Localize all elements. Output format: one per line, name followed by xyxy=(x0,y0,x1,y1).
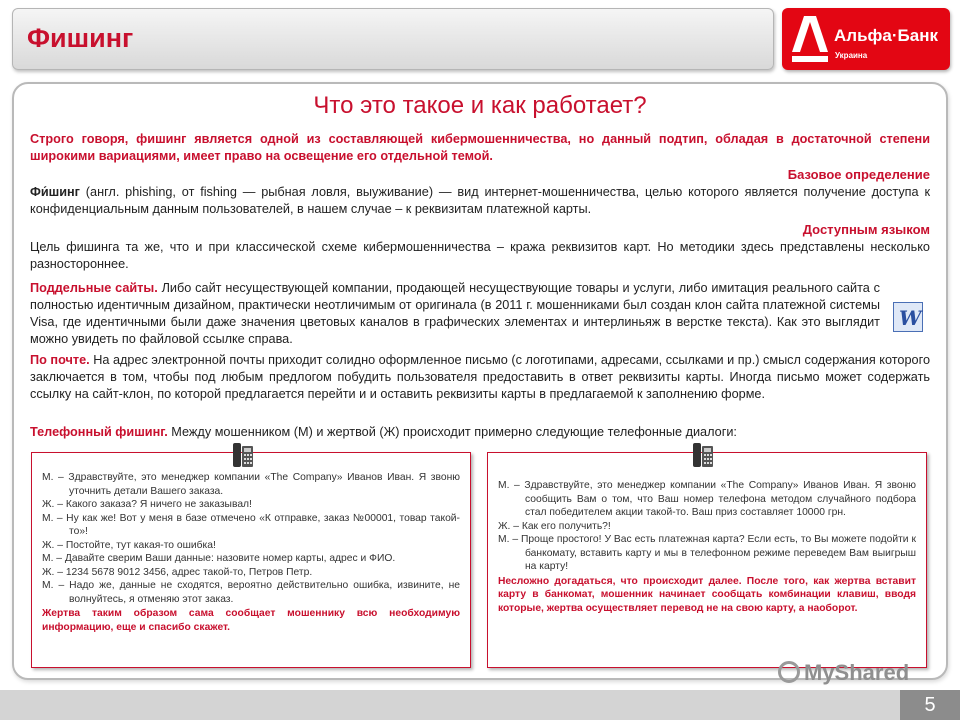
fake-sites-label: Поддельные сайты. xyxy=(30,281,158,295)
dialog-box-2 xyxy=(487,452,927,668)
alfa-a-icon xyxy=(790,12,830,64)
basic-definition xyxy=(30,184,930,218)
page-number: 5 xyxy=(900,690,960,720)
basic-text: (англ. phishing, от fishing — рыбная ловля, выуживание) — вид интернет-мошенничества, целью которого является получение доступа к конфиденциальным данным пользователей, в нашем случае – к реквизитам платежной карты. xyxy=(30,185,930,216)
dialog1-line: Ж. – Какого заказа? Я ничего не заказывал! xyxy=(42,499,252,510)
mail-label: По почте. xyxy=(30,353,90,367)
simple-text: Цель фишинга та же, что и при классической схеме кибермошенничества – кража реквизитов карт. Но методики здесь представлены несколько разностороннее. xyxy=(30,240,930,271)
simple-heading: Доступным языком xyxy=(802,222,930,237)
alfa-bank-logo xyxy=(782,8,950,70)
fake-sites-text: Либо сайт несуществующей компании, продающей несуществующие товары и услуги, либо имитация реального сайта с полностью идентичным дизайном, практически неотличимым от оригинала (в 2011 г. мошенниками был создан клон сайта платежной системы Visa, где идентичными были даже значения цветовых каналов в графических элементах и интерлиньяж в верстке текста). Как это выглядит можно увидеть по файловой ссылке справа. xyxy=(30,281,880,346)
dialog1-line: М. – Здравствуйте, это менеджер компании «The Company» Иванов Иван. Я звоню уточнить детали Вашего заказа. xyxy=(42,472,460,497)
watermark-text: MyShared xyxy=(804,660,910,685)
watermark xyxy=(778,660,909,686)
dialog2-line: М. – Проще простого! У Вас есть платежная карта? Если есть, то Вы можете подойти к банкомату, вставить карту и мы в телефонном режиме переведем Вам выигрыш на карту! xyxy=(498,534,916,572)
dialog1-line: М. – Надо же, данные не сходятся, вероятно действительно ошибка, извините, не волнуйтесь, я отменяю этот заказ. xyxy=(42,580,460,605)
dialog-box-1 xyxy=(31,452,471,668)
phone-text: Между мошенником (М) и жертвой (Ж) происходит примерно следующие телефонные диалоги: xyxy=(167,425,737,439)
basic-heading: Базовое определение xyxy=(787,167,930,182)
basic-term: Фи́шинг xyxy=(30,185,80,199)
dialog1-line: Ж. – Постойте, тут какая-то ошибка! xyxy=(42,539,216,551)
dialog2-line: М. – Здравствуйте, это менеджер компании «The Company» Иванов Иван. Я звоню сообщить Вам о том, что Ваш номер телефона методом случайного подбора стал победителем акции такой-то. Ваш приз составляет 10000 грн. xyxy=(498,480,916,518)
phone-label: Телефонный фишинг. xyxy=(30,425,168,439)
logo-subtitle: Украина xyxy=(835,51,868,60)
intro-text: Строго говоря, фишинг является одной из составляющей кибермошенничества, но данный подтип, обладая в достаточной степени широкими вариациями, имеет право на освещение его отдельной темой. xyxy=(30,132,930,163)
phone-paragraph xyxy=(30,424,930,441)
dialog2-conclusion: Несложно догадаться, что происходит далее. После того, как жертва вставит карту в банкомат, мошенник начинает сообщать комбинации клавиш, вводя которые, жертва осуществляет перевод не на свою карту, а наоборот. xyxy=(498,575,916,614)
dialog1-conclusion: Жертва таким образом сама сообщает мошеннику всю необходимую информацию, еще и спасибо скажет. xyxy=(42,608,460,633)
mail-paragraph xyxy=(30,352,930,403)
header-bar xyxy=(12,8,774,70)
word-document-icon[interactable]: W xyxy=(893,302,923,332)
header-title: Фишинг xyxy=(27,23,134,53)
dialog1-line: М. – Давайте сверим Ваши данные: назовите номер карты, адрес и ФИО. xyxy=(42,553,396,564)
mail-text: На адрес электронной почты приходит солидно оформленное письмо (с логотипами, адресами, ссылками и пр.) смысл содержания которого заключается в том, чтобы под любым предлогом побудить пользователя предоставить в ответ реквизиты карты. Иногда письмо может содержать ссылку на сайт-клон, по которой предлагается перейти и и оставить реквизиты карты в предлагаемой к заполнению форме. xyxy=(30,353,931,401)
dialog1-line: Ж. – 1234 5678 9012 3456, адрес такой-то, Петров Петр. xyxy=(42,566,313,578)
watermark-icon xyxy=(778,661,800,683)
fake-sites-paragraph xyxy=(30,280,880,348)
logo-name: Альфа·Банк xyxy=(834,26,938,45)
dialog2-line: Ж. – Как его получить?! xyxy=(498,520,611,532)
main-title: Что это такое и как работает? xyxy=(313,92,647,119)
telephone-icon xyxy=(232,442,254,468)
footer-bar xyxy=(0,690,900,720)
telephone-icon xyxy=(692,442,714,468)
dialog1-line: М. – Ну как же! Вот у меня в базе отмечено «К отправке, заказ №00001, товар такой-то»! xyxy=(42,512,460,537)
